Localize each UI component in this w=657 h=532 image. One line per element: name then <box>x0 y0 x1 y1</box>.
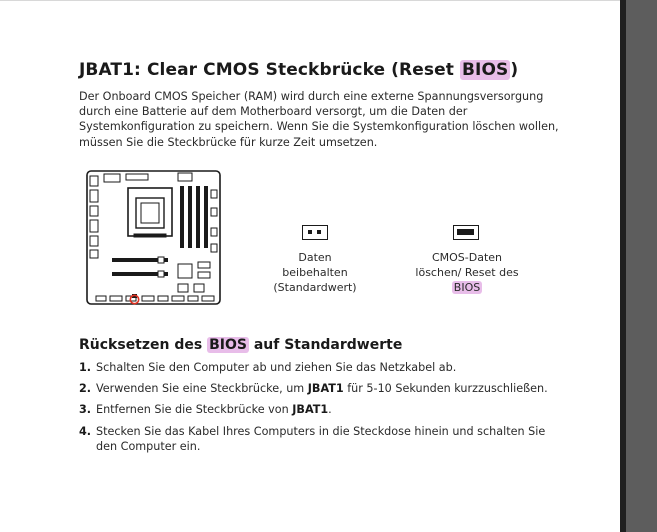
label-clear-line1: CMOS-Daten <box>431 251 503 264</box>
step-text: Entfernen Sie die Steckbrücke von <box>96 403 293 417</box>
pin-2 <box>317 230 321 234</box>
step-text: Schalten Sie den Computer ab und ziehen Sie das Netzkabel ab. <box>96 361 457 374</box>
jumper-cap <box>457 229 474 235</box>
step-text: Verwenden Sie eine Steckbrücke, um <box>96 382 308 396</box>
step-number: 1. <box>79 361 92 374</box>
step-text-end: . <box>328 403 332 417</box>
subheading-suffix: auf Standardwerte <box>248 337 403 353</box>
step-number: 2. <box>79 382 92 396</box>
step-bold: JBAT1 <box>307 382 344 396</box>
step-item <box>79 402 549 417</box>
subheading-highlight: BIOS <box>209 337 247 353</box>
jumper-closed-icon <box>453 225 479 240</box>
subheading-prefix: Rücksetzen des <box>79 337 208 353</box>
intro-paragraph: Der Onboard CMOS Speicher (RAM) wird durch eine externe Spannungsversorgung durch eine Batterie auf dem Motherboard versorgt, um die Daten der Systemkonfiguration zu speichern. Wenn Sie die Systemkonfiguration löschen wollen, müssen Sie die Steckbrücke für kurze Zeit umsetzen. <box>79 90 559 149</box>
motherboard-diagram <box>86 168 222 308</box>
step-item <box>79 424 549 454</box>
label-keep-data <box>266 250 364 295</box>
jumper-open-icon <box>302 225 328 240</box>
label-clear-cmos <box>410 250 524 295</box>
section-heading <box>79 337 402 353</box>
step-item <box>79 360 549 375</box>
pin-1 <box>308 230 312 234</box>
step-text-end: für 5-10 Sekunden kurzzuschließen. <box>343 382 548 396</box>
title-highlight: BIOS <box>461 60 509 80</box>
step-number: 4. <box>79 424 92 438</box>
label-keep-line3: (Standardwert) <box>273 281 357 294</box>
page-title <box>79 60 518 80</box>
step-number: 3. <box>79 403 92 417</box>
step-item <box>79 381 549 396</box>
step-text: Stecken Sie das Kabel Ihres Computers in die Steckdose hinein und schalten Sie den Computer ein. <box>96 424 546 453</box>
title-suffix: ) <box>510 60 519 80</box>
page-shadow-edge <box>620 0 626 532</box>
label-keep-line2: beibehalten <box>282 266 348 279</box>
title-text: JBAT1: Clear CMOS Steckbrücke (Reset <box>79 60 460 80</box>
page-top-edge <box>0 0 620 1</box>
label-clear-highlight: BIOS <box>453 281 481 294</box>
label-keep-line1: Daten <box>298 251 332 264</box>
steps-list <box>79 360 549 460</box>
label-clear-line2: löschen/ Reset des <box>415 266 519 279</box>
step-bold: JBAT1 <box>292 403 329 417</box>
